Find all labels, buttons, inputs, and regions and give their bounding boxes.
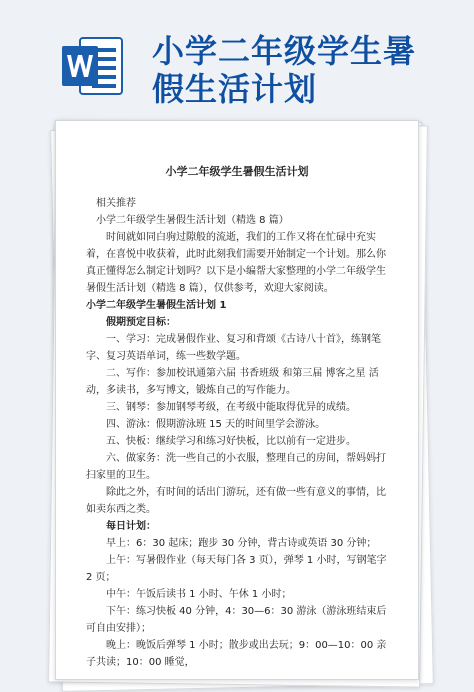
document-page [55,120,419,680]
banner-title-line2: 假生活计划 [152,70,318,108]
doc-line: 早上：6：30 起床；跑步 30 分钟，背古诗或英语 30 分钟； [106,538,377,549]
doc-line: 三、钢琴：参加钢琴考级，在考级中能取得优异的成绩。 [106,402,356,413]
doc-line: 下午：练习快板 40 分钟，4：30—6：30 游泳（游泳班结束后可自由安排）； [86,606,387,634]
doc-line: 六、做家务：洗一些自己的小衣服，整理自己的房间，帮妈妈打扫家里的卫生。 [86,453,386,481]
doc-line: 小学二年级学生暑假生活计划（精选 8 篇） [96,215,289,226]
doc-line: 一、学习：完成暑假作业、复习和背颂《古诗八十首》，练钢笔字、复习英语单词，练一些数学题。 [86,334,381,362]
doc-line: 上午：写暑假作业（每天每门各 3 页），弹琴 1 小时，写钢笔字 2 页； [86,555,387,583]
banner-title-line1: 小学二年级学生暑 [152,32,417,70]
doc-line: 晚上：晚饭后弹琴 1 小时；散步或出去玩；9：00—10：00 亲子共读；10：00 睡觉， [86,640,387,668]
doc-line: 除此之外，有时间的话出门游玩，还有做一些有意义的事情，比如卖东西之类。 [86,487,386,515]
header-banner [0,0,474,118]
doc-subheading: 每日计划： [106,521,156,532]
document-title: 小学二年级学生暑假生活计划 [165,165,309,178]
doc-line: 二、写作：参加校讯通第六届 书香班级 和第三届 博客之星 活动，多读书，多写博文，锻炼自己的写作能力。 [86,368,379,396]
doc-line: 相关推荐 [96,198,136,209]
doc-line: 四、游泳：假期游泳班 15 天的时间里学会游泳。 [106,419,326,430]
doc-subheading: 假期预定目标： [106,317,176,328]
doc-line: 中午：午饭后读书 1 小时、午休 1 小时； [106,589,292,600]
doc-paragraph: 时间就如同白驹过隙般的流逝，我们的工作又将在忙碌中充实着，在喜悦中收获着，此时此刻我们需要开始制定一个计划。那么你真正懂得怎么制定计划吗？以下是小编帮大家整理的小学二年级学生暑假生活计划（精选 8 篇），仅供参考，欢迎大家阅读。 [86,232,386,294]
word-document-icon [62,36,124,96]
doc-section-heading: 小学二年级学生暑假生活计划 1 [86,300,227,311]
document-preview [52,120,422,669]
doc-line: 五、快板：继续学习和练习好快板，比以前有一定进步。 [106,436,356,447]
